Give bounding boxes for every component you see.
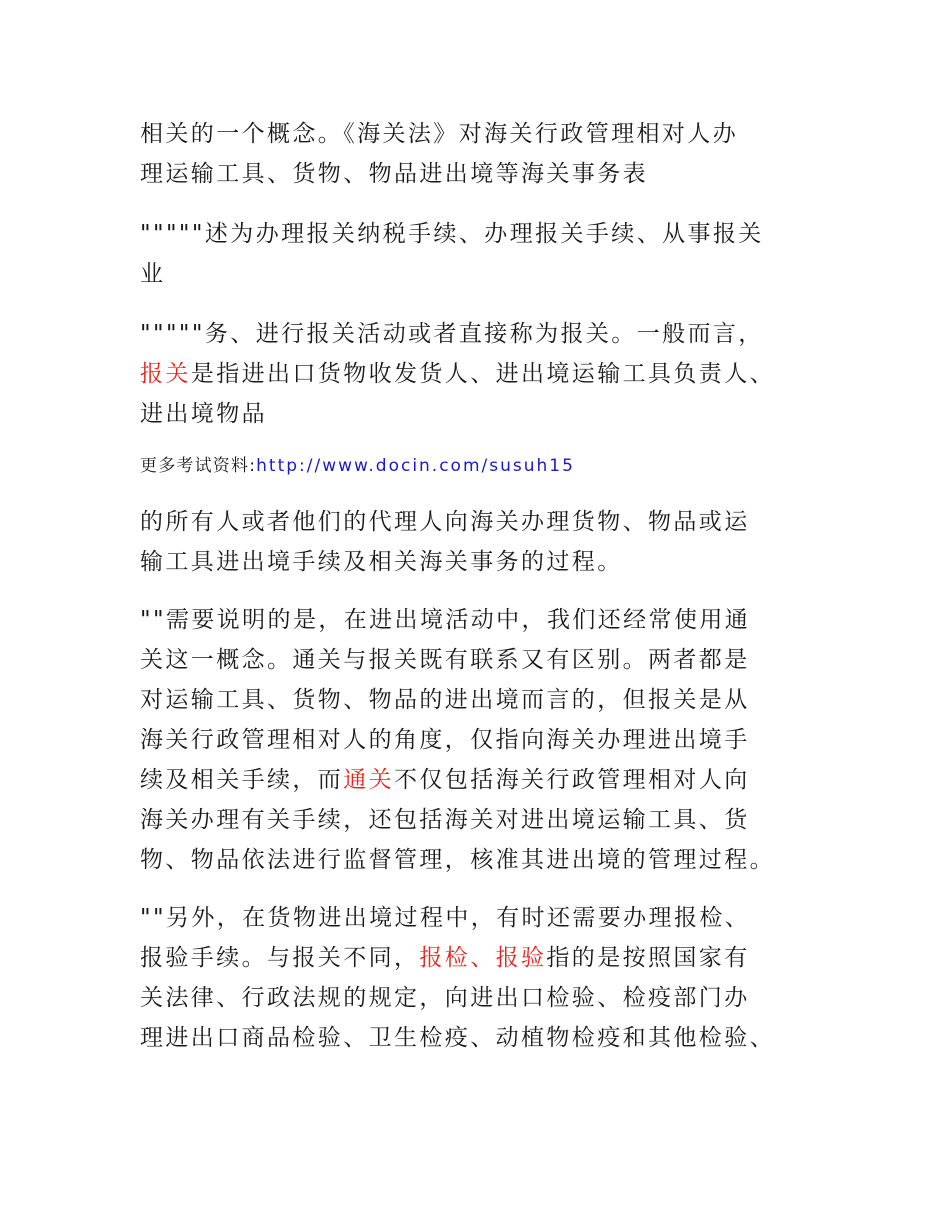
paragraph-6-line-3: 关法律、行政法规的规定，向进出口检验、检疫部门办: [140, 985, 750, 1011]
paragraph-4: [140, 502, 820, 582]
paragraph-5-line-5-pre: 续及相关手续，而: [140, 767, 344, 793]
highlight-term-baoguan: 报关: [140, 361, 191, 387]
paragraph-5-line-6: 海关办理有关手续，还包括海关对进出境运输工具、货: [140, 807, 750, 833]
paragraph-1-line-2: 理运输工具、货物、物品进出境等海关事务表: [140, 161, 648, 187]
paragraph-6-line-2-rest: 指的是按照国家有: [546, 945, 750, 971]
paragraph-5-line-3: 对运输工具、货物、物品的进出境而言的，但报关是从: [140, 687, 750, 713]
paragraph-3-line-1: """""务、进行报关活动或者直接称为报关。一般而言，: [140, 321, 764, 347]
paragraph-3-line-3: 进出境物品: [140, 401, 267, 427]
paragraph-3-line-2: [140, 354, 820, 394]
paragraph-1-line-1: 相关的一个概念。《海关法》对海关行政管理相对人办: [140, 121, 739, 147]
paragraph-4-line-2: 输工具进出境手续及相关海关事务的过程。: [140, 549, 623, 575]
paragraph-4-line-1: 的所有人或者他们的代理人向海关办理货物、物品或运: [140, 509, 750, 535]
more-resources-note: [140, 453, 575, 479]
paragraph-6-line-1: ""另外，在货物进出境过程中，有时还需要办理报检、: [140, 905, 751, 931]
paragraph-6-line-2-pre: 报验手续。与报关不同，: [140, 945, 420, 971]
more-resources-label: 更多考试资料:: [140, 456, 257, 476]
paragraph-6-line-2: [140, 938, 820, 978]
paragraph-2: [140, 214, 820, 294]
highlight-term-tongguan: 通关: [343, 767, 395, 793]
paragraph-5-line-1: ""需要说明的是，在进出境活动中，我们还经常使用通: [140, 607, 751, 633]
paragraph-6-line-4: 理进出口商品检验、卫生检疫、动植物检疫和其他检验、: [140, 1025, 775, 1051]
paragraph-3: [140, 314, 820, 434]
highlight-term-baojian-baoyan: 报检、报验: [419, 945, 547, 971]
paragraph-5-line-2: 关这一概念。通关与报关既有联系又有区别。两者都是: [140, 647, 750, 673]
paragraph-2-line-2: 业: [140, 261, 166, 287]
paragraph-3-line-2-rest: 是指进出口货物收发货人、进出境运输工具负责人、: [190, 361, 776, 387]
paragraph-5-line-4: 海关行政管理相对人的角度，仅指向海关办理进出境手: [140, 727, 750, 753]
paragraph-5-line-5-rest: 不仅包括海关行政管理相对人向: [394, 767, 750, 793]
more-resources-link[interactable]: http://www.docin.com/susuh15: [256, 456, 575, 476]
paragraph-5: [140, 600, 820, 880]
paragraph-5-line-5: [140, 760, 820, 800]
paragraph-5-line-7: 物、物品依法进行监督管理，核准其进出境的管理过程。: [140, 847, 775, 873]
paragraph-1: [140, 114, 820, 194]
paragraph-6: [140, 898, 820, 1058]
paragraph-2-line-1: """""述为办理报关纳税手续、办理报关手续、从事报关: [140, 221, 764, 247]
